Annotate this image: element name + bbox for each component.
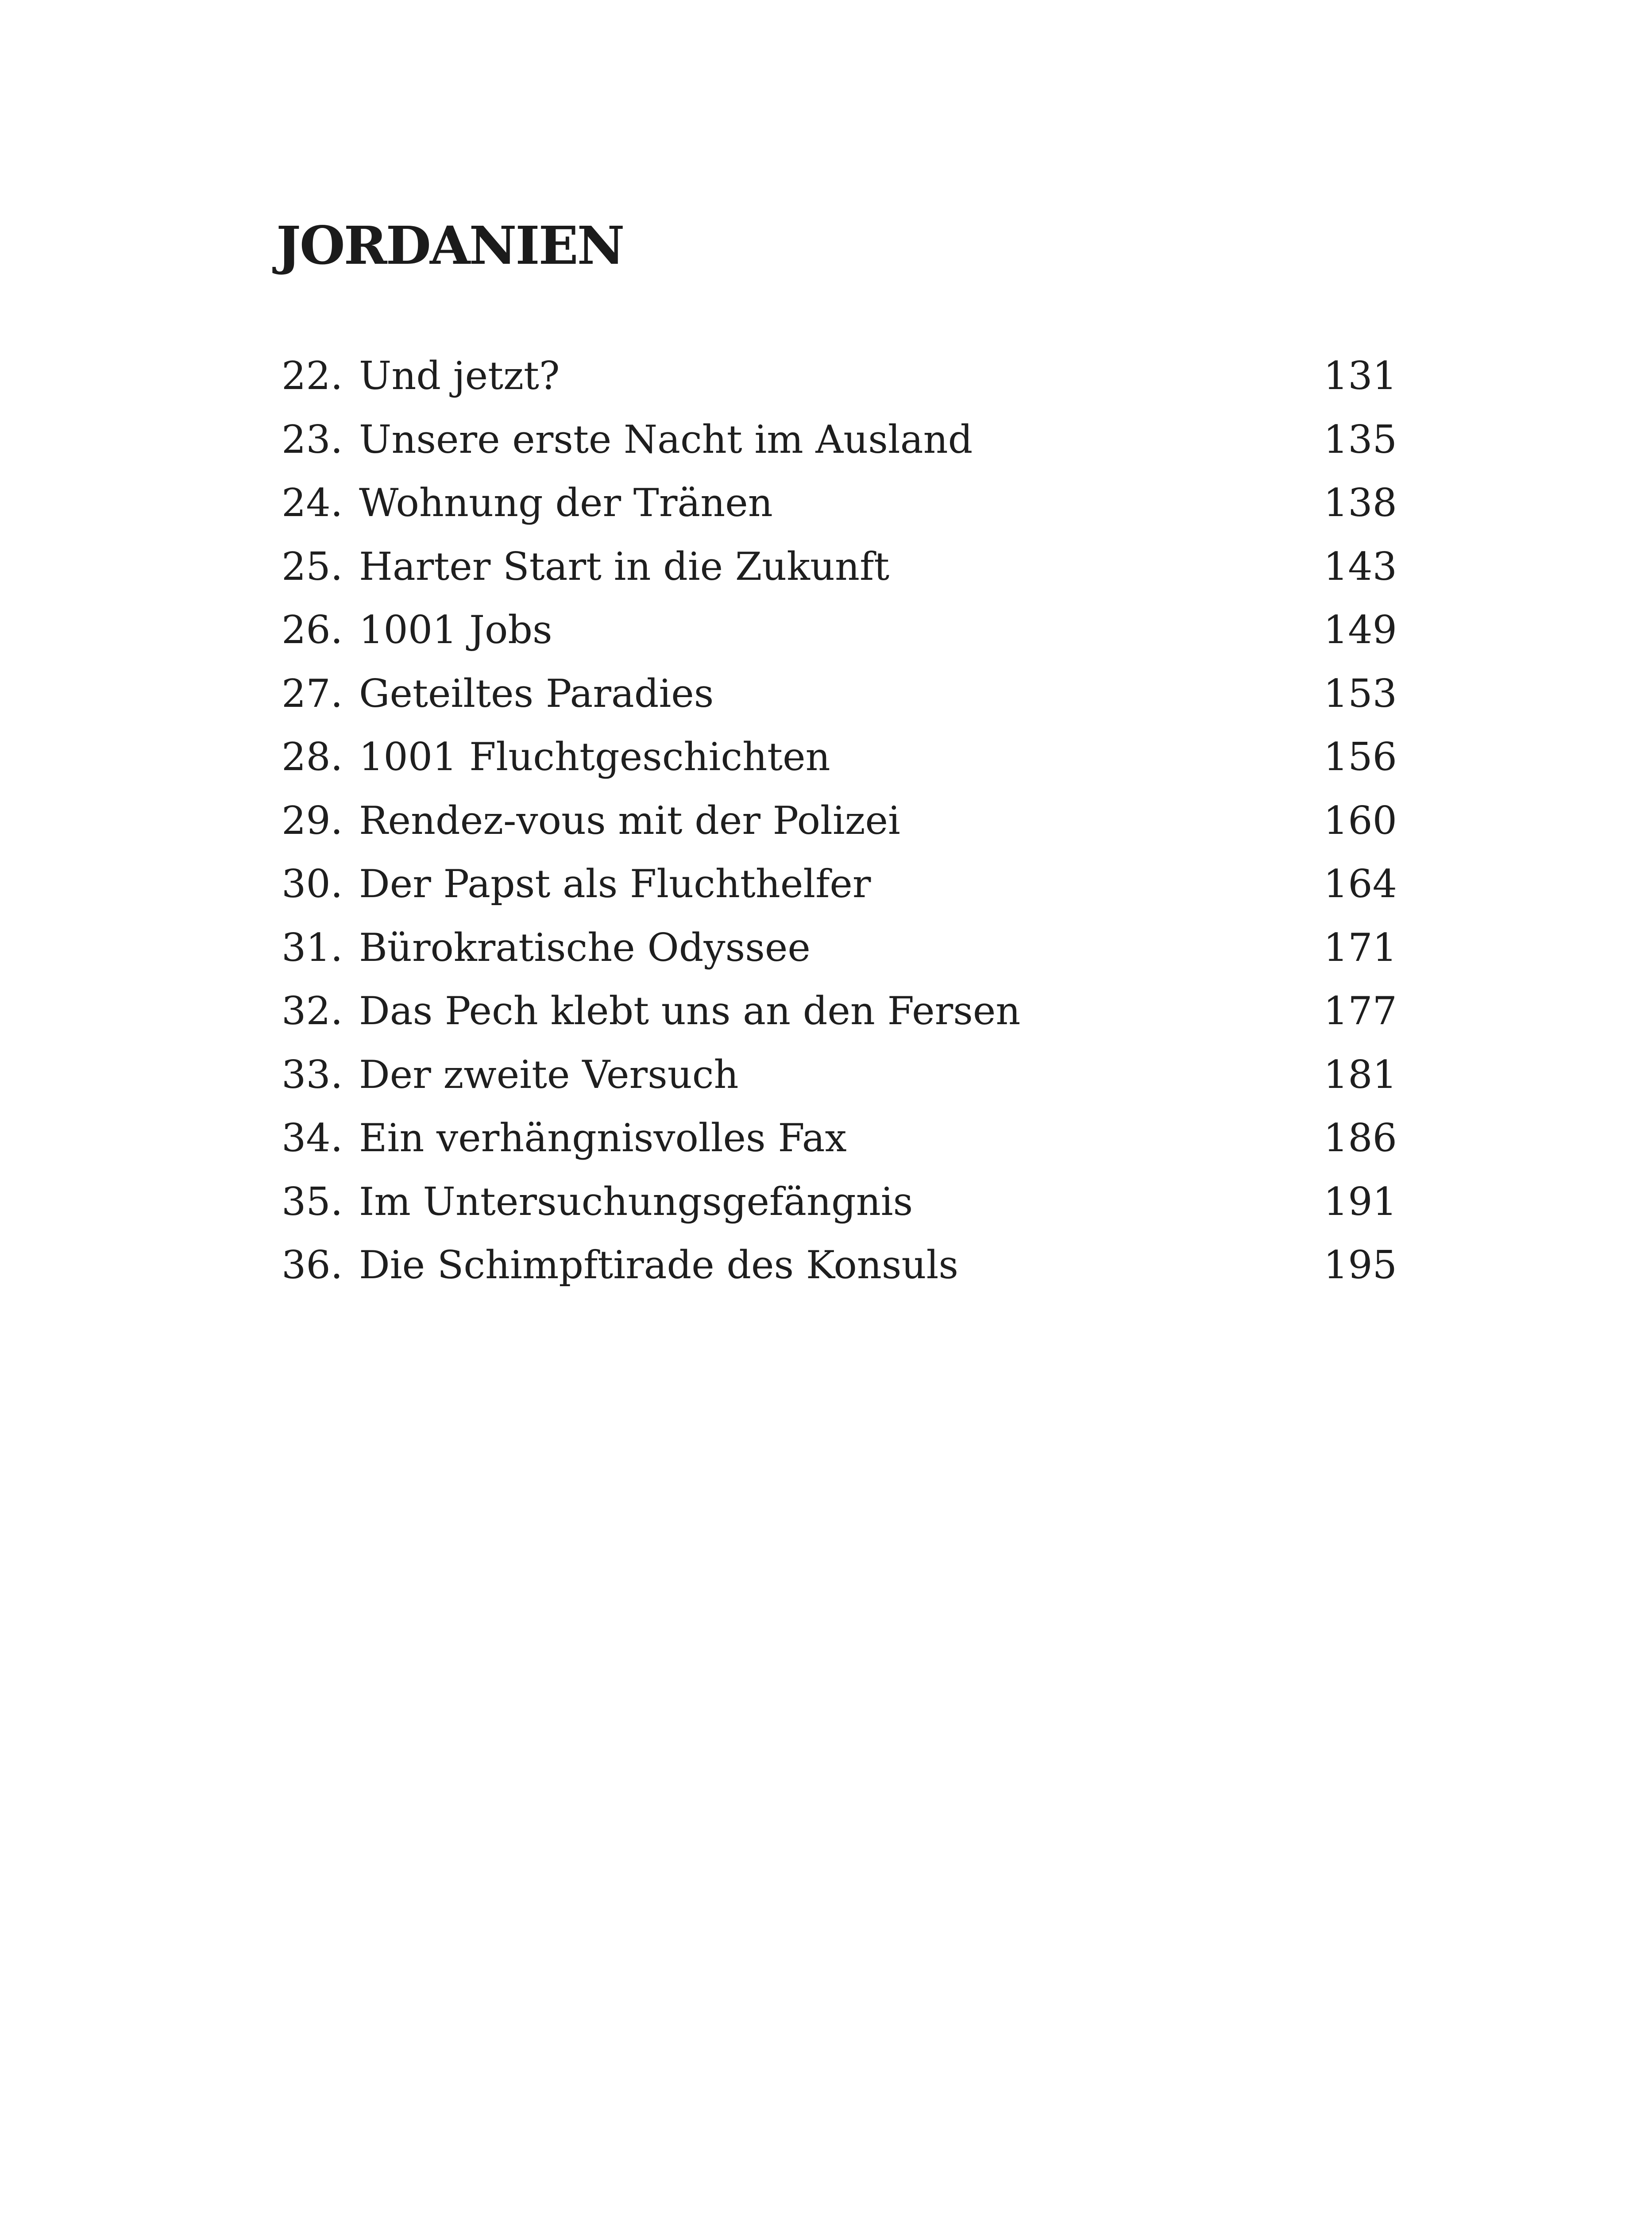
toc-entry xyxy=(282,1234,1397,1297)
toc-entry-title: Geteiltes Paradies xyxy=(359,671,714,716)
toc-entry-title: Unsere erste Nacht im Ausland xyxy=(359,416,973,462)
toc-entry-page: 195 xyxy=(1323,1242,1397,1288)
toc-entry-page: 131 xyxy=(1323,353,1397,398)
toc-entry-number: 25. xyxy=(282,544,343,589)
toc-entry-page: 153 xyxy=(1323,671,1397,716)
toc-entry-number: 31. xyxy=(282,925,343,970)
toc-entry-page: 149 xyxy=(1323,607,1397,652)
toc-entry-number: 32. xyxy=(282,988,343,1033)
toc-entry-number: 35. xyxy=(282,1179,343,1224)
toc-entry-page: 135 xyxy=(1323,416,1397,462)
toc-entry-page: 171 xyxy=(1323,925,1397,970)
toc-entry xyxy=(282,979,1397,1043)
toc-entry-title: Im Untersuchungsgefängnis xyxy=(359,1179,913,1224)
toc-entry-page: 138 xyxy=(1323,480,1397,525)
toc-entry-title: 1001 Jobs xyxy=(359,607,552,652)
toc-entry-page: 160 xyxy=(1323,798,1397,843)
toc-entry xyxy=(282,344,1397,408)
toc-entry-title: Wohnung der Tränen xyxy=(359,480,773,525)
toc-entry-title: Ein verhängnisvolles Fax xyxy=(359,1115,847,1160)
toc-entry-number: 29. xyxy=(282,798,343,843)
toc-entry-title: Das Pech klebt uns an den Fersen xyxy=(359,988,1021,1033)
toc-entry-number: 26. xyxy=(282,607,343,652)
toc-entry xyxy=(282,1043,1397,1107)
toc-entry-number: 24. xyxy=(282,480,343,525)
toc-entry-page: 177 xyxy=(1323,988,1397,1033)
toc-entry-number: 22. xyxy=(282,353,343,398)
toc-entry xyxy=(282,598,1397,662)
table-of-contents xyxy=(282,344,1397,1297)
toc-entry-title: Bürokratische Odyssee xyxy=(359,925,811,970)
toc-entry-page: 186 xyxy=(1323,1115,1397,1160)
toc-entry-number: 34. xyxy=(282,1115,343,1160)
toc-entry xyxy=(282,1170,1397,1234)
toc-entry-number: 30. xyxy=(282,861,343,906)
toc-entry-page: 143 xyxy=(1323,544,1397,589)
toc-entry xyxy=(282,662,1397,726)
toc-entry-page: 191 xyxy=(1323,1179,1397,1224)
toc-entry-title: Harter Start in die Zukunft xyxy=(359,544,890,589)
toc-entry xyxy=(282,789,1397,853)
section-title: JORDANIEN xyxy=(276,215,624,276)
toc-entry-page: 156 xyxy=(1323,734,1397,779)
toc-entry xyxy=(282,852,1397,916)
toc-entry-title: Und jetzt? xyxy=(359,353,560,398)
toc-entry-number: 36. xyxy=(282,1242,343,1288)
toc-entry xyxy=(282,471,1397,535)
toc-entry-title: 1001 Fluchtgeschichten xyxy=(359,734,830,779)
toc-entry-title: Der zweite Versuch xyxy=(359,1052,739,1097)
toc-entry-title: Rendez-vous mit der Polizei xyxy=(359,798,900,843)
toc-entry-number: 28. xyxy=(282,734,343,779)
toc-entry-number: 23. xyxy=(282,416,343,462)
toc-entry-number: 33. xyxy=(282,1052,343,1097)
toc-entry xyxy=(282,1106,1397,1170)
toc-entry xyxy=(282,916,1397,980)
toc-entry-number: 27. xyxy=(282,671,343,716)
toc-entry-page: 164 xyxy=(1323,861,1397,906)
toc-entry-page: 181 xyxy=(1323,1052,1397,1097)
toc-entry-title: Die Schimpftirade des Konsuls xyxy=(359,1242,959,1288)
toc-entry xyxy=(282,725,1397,789)
toc-entry xyxy=(282,408,1397,472)
toc-entry xyxy=(282,535,1397,599)
toc-entry-title: Der Papst als Fluchthelfer xyxy=(359,861,871,906)
